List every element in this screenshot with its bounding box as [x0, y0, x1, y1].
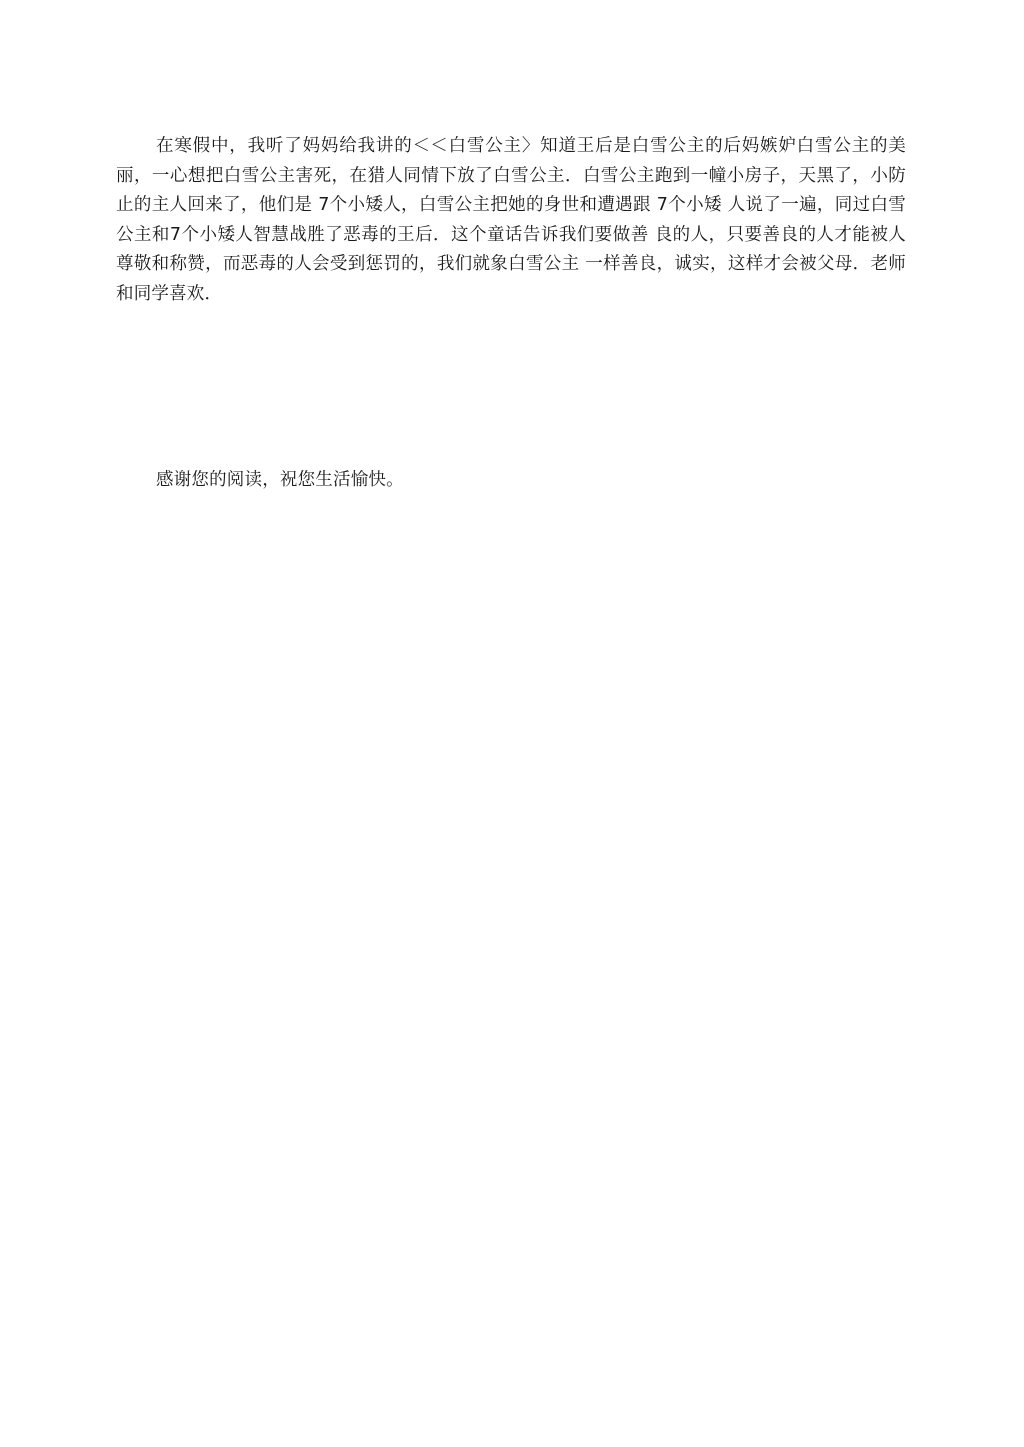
closing-line: 感谢您的阅读，祝您生活愉快。: [156, 470, 404, 490]
story-paragraph: 在寒假中，我听了妈妈给我讲的＜＜白雪公主〉知道王后是白雪公主的后妈嫉妒白雪公主的美丽，一心想把白雪公主害死，在猎人同情下放了白雪公主．白雪公主跑到一幢小房子，天黑了，小防止的主人回来了，他们是 7个小矮人，白雪公主把她的身世和遭遇跟 7个小矮 人说了一遍，同过白雪公主和7个小矮人智慧战胜了恶毒的王后．这个童话告诉我们要做善 良的人，只要善良的人才能被人尊敬和称赞，而恶毒的人会受到惩罚的，我们就象白雪公主 一样善良，诚实，这样才会被父母．老师和同学喜欢．: [116, 136, 906, 304]
